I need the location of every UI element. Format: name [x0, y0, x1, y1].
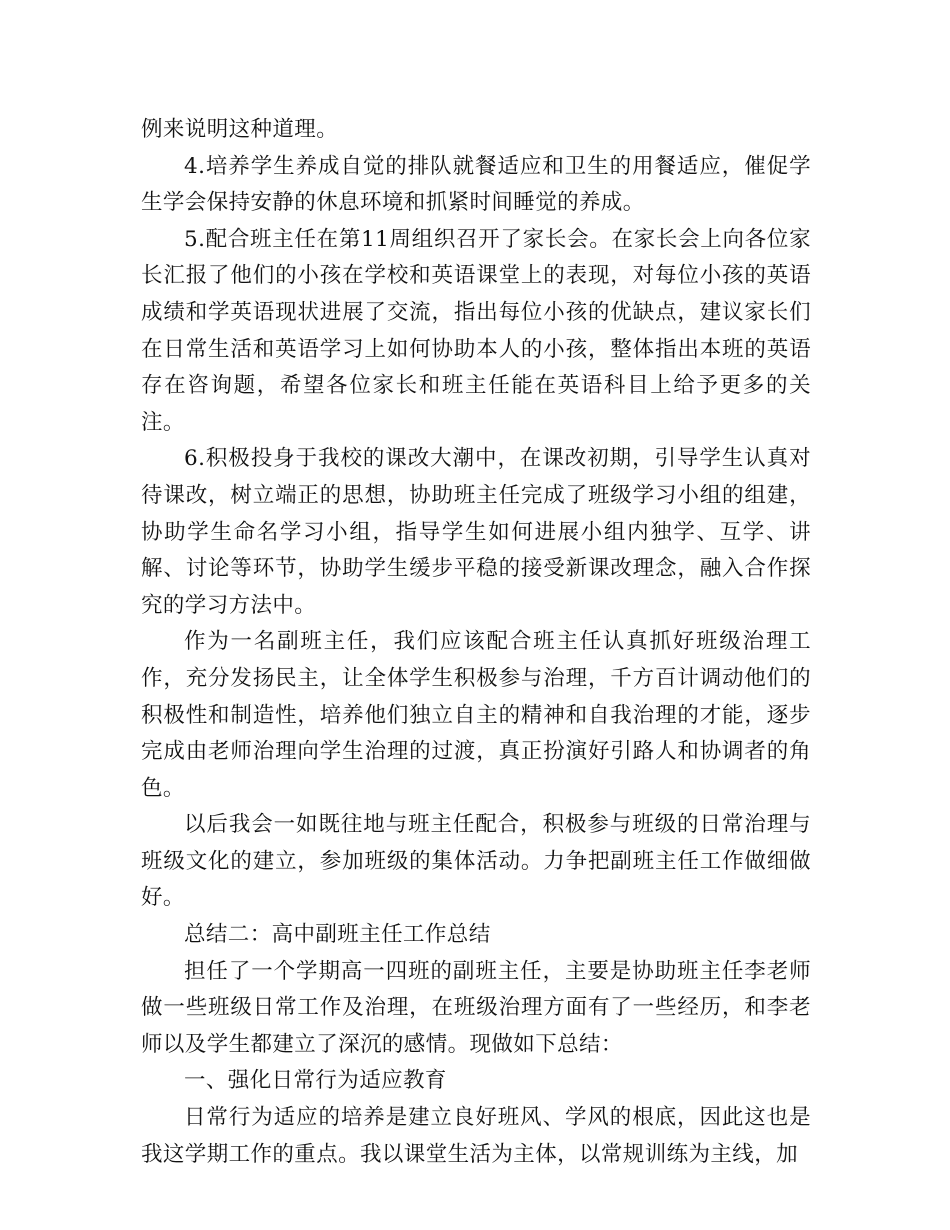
paragraph-2: 4.培养学生养成自觉的排队就餐适应和卫生的用餐适应，催促学生学会保持安静的休息环境和抓紧时间睡觉的养成。	[141, 153, 811, 216]
paragraph-1: 例来说明这种道理。	[141, 117, 339, 142]
paragraph-10: 日常行为适应的培养是建立良好班风、学风的根底，因此这也是我这学期工作的重点。我以课堂生活为主体，以常规训练为主线，加	[141, 1105, 811, 1167]
document-body	[141, 112, 811, 1173]
paragraph-8: 担任了一个学期高一四班的副班主任，主要是协助班主任李老师做一些班级日常工作及治理，在班级治理方面有了一些经历，和李老师以及学生都建立了深沉的感情。现做如下总结：	[141, 958, 811, 1057]
paragraph-3: 5.配合班主任在第11周组织召开了家长会。在家长会上向各位家长汇报了他们的小孩在学校和英语课堂上的表现，对每位小孩的英语成绩和学英语现状进展了交流，指出每位小孩的优缺点，建议家长们在日常生活和英语学习上如何协助本人的小孩，整体指出本班的英语存在咨询题，希望各位家长和班主任能在英语科目上给予更多的关注。	[141, 226, 811, 435]
paragraph-4: 6.积极投身于我校的课改大潮中，在课改初期，引导学生认真对待课改，树立端正的思想，协助班主任完成了班级学习小组的组建，协助学生命名学习小组，指导学生如何进展小组内独学、互学、讲解、讨论等环节，协助学生缓步平稳的接受新课改理念，融入合作探究的学习方法中。	[141, 446, 811, 618]
paragraph-6: 以后我会一如既往地与班主任配合，积极参与班级的日常治理与班级文化的建立，参加班级的集体活动。力争把副班主任工作做细做好。	[141, 812, 811, 911]
section-heading-one: 一、强化日常行为适应教育	[184, 1068, 447, 1094]
section-heading-summary-two: 总结二：高中副班主任工作总结	[184, 922, 491, 948]
paragraph-5: 作为一名副班主任，我们应该配合班主任认真抓好班级治理工作，充分发扬民主，让全体学生积极参与治理，千方百计调动他们的积极性和制造性，培养他们独立自主的精神和自我治理的才能，逐步完成由老师治理向学生治理的过渡，真正扮演好引路人和协调者的角色。	[141, 629, 811, 801]
